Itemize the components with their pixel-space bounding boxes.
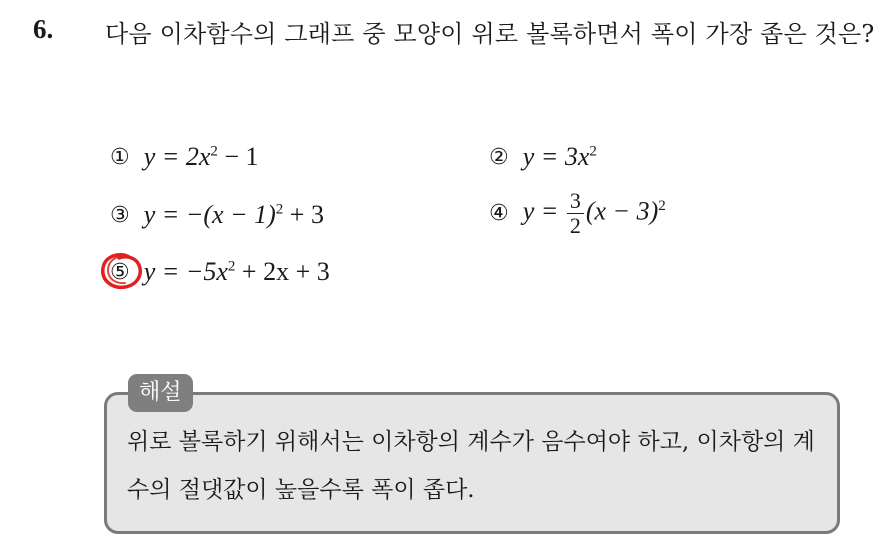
choice-3-number: ③	[110, 202, 130, 228]
choice-3-equation: $y = -(x - 1)^2 + 3$	[143, 200, 324, 229]
choice-4-equation: y = $\frac{3}{2}$ $(x - 3)^2$	[522, 188, 666, 238]
choice-3[interactable]	[110, 200, 324, 230]
answer-circle-mark	[99, 250, 147, 292]
question-text: 다음 이차함수의 그래프 중 모양이 위로 볼록하면서 폭이 가장 좁은 것은?	[105, 20, 875, 48]
choice-1-equation: $y = 2x^2 - 1$	[143, 142, 259, 171]
fraction: $\frac{3}{2}$	[567, 189, 584, 238]
choice-4[interactable]	[489, 189, 666, 238]
explanation-label: 해설	[128, 374, 193, 412]
choice-5-number: ⑤	[110, 259, 130, 285]
choice-2-equation: $y = 3x^2$	[522, 142, 597, 171]
choice-2-number: ②	[489, 144, 509, 170]
choice-1[interactable]	[110, 142, 259, 172]
choice-5-equation: $y = -5x^2 + 2x + 3$	[143, 257, 330, 286]
explanation-text: 위로 볼록하기 위해서는 이차항의 계수가 음수여야 하고, 이차항의 계수의 절댓값이 높을수록 폭이 좁다.	[127, 429, 815, 503]
choice-1-number: ①	[110, 144, 130, 170]
choice-4-number: ④	[489, 201, 509, 226]
choice-2[interactable]	[489, 142, 597, 172]
question-number: 6.	[33, 14, 54, 44]
